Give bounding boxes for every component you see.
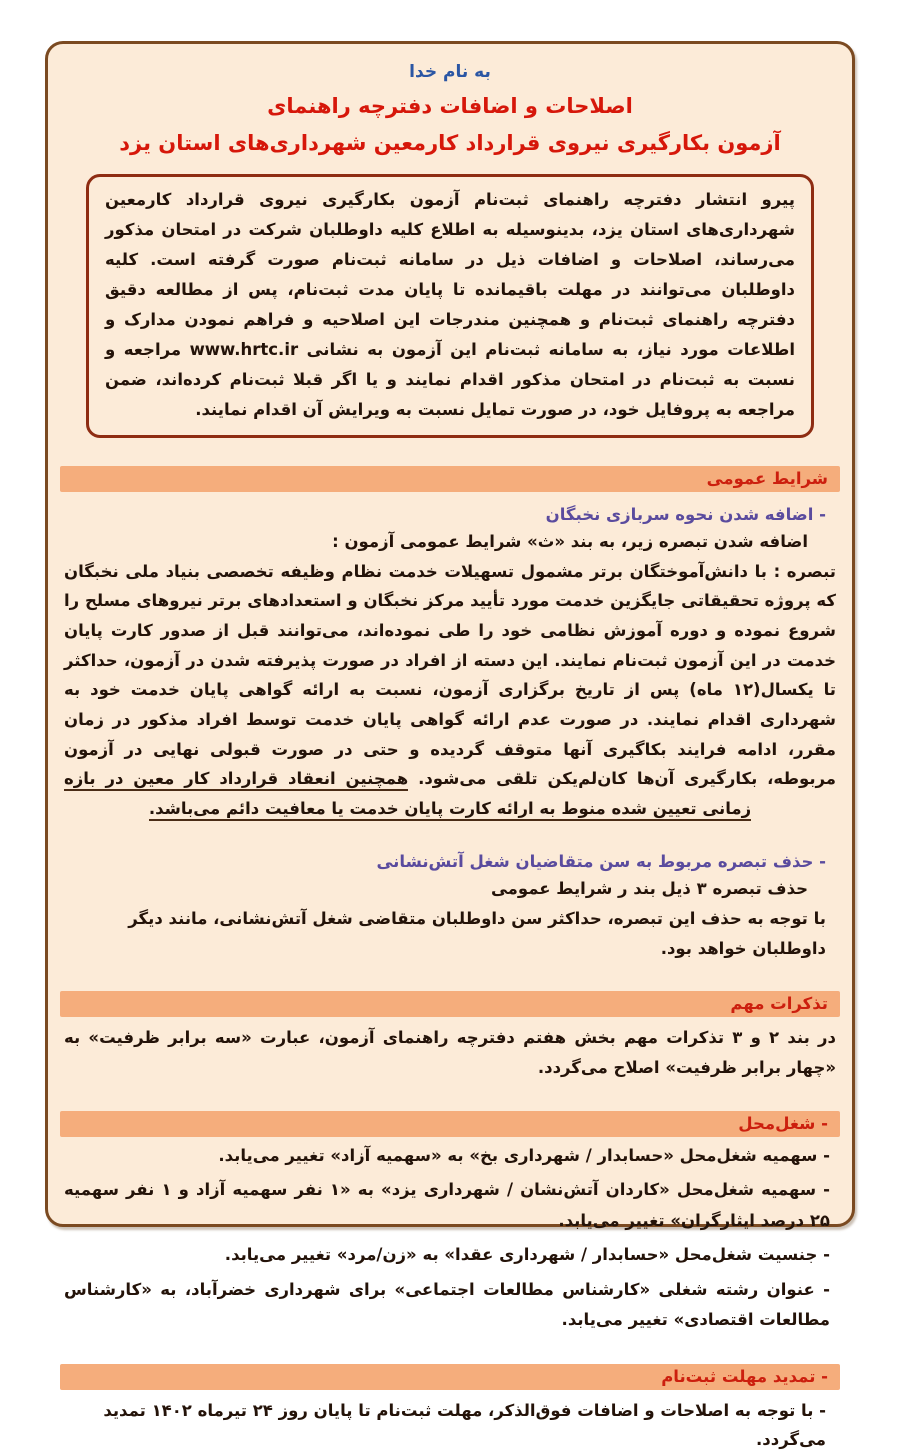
important-notes-body: در بند ۲ و ۳ تذکرات مهم بخش هفتم دفترچه راهنمای آزمون، عبارت «سه برابر ظرفیت» به «چهار برابر ظرفیت» اصلاح می‌گردد. — [64, 1028, 836, 1077]
job-item-accountant-aqda: - جنسیت شغل‌محل «حسابدار / شهرداری عقدا» به «زن/مرد» تغییر می‌یابد. — [224, 1245, 830, 1265]
intro-paragraph: پیرو انتشار دفترچه راهنمای ثبت‌نام آزمون بکارگیری نیروی قرارداد کارمعین شهرداری‌های استان یزد، بدینوسیله به اطلاع کلیه داوطلبان شرکت در امتحان مذکور می‌رساند، اصلاحات و اضافات ذیل در سامانه ثبت‌نام صورت گرفته است. کلیه داوطلبان می‌توانند در مهلت باقیمانده تا پایان مدت ثبت‌نام، پس از مطالعه دقیق دفترچه راهنمای ثبت‌نام و همچنین مندرجات این اصلاحیه و فراهم نمودن مدارک و اطلاعات مورد نیاز، به سامانه ثبت‌نام این آزمون به نشانی www.hrtc.ir مراجعه و نسبت به ثبت‌نام در امتحان مذکور اقدام نمایند و یا اگر قبلا ثبت‌نام کرده‌اند، ضمن مراجعه به پروفایل خود، در صورت تمایل نسبت به ویرایش آن اقدام نمایند. — [105, 189, 795, 419]
elite-note-underlined: همچنین انعقاد قرارداد کار معین در بازه زمانی تعیین شده منوط به ارائه کارت پایان خدمت یا معافیت دائم می‌باشد. — [64, 769, 751, 821]
bismillah-text: به نام خدا — [409, 62, 491, 82]
subheading-elite-military-service: - اضافه شدن نحوه سربازی نخبگان — [545, 504, 826, 524]
job-item-social-studies-khezrabad: - عنوان رشته شغلی «کارشناس مطالعات اجتماعی» برای شهرداری خضرآباد، به «کارشناس مطالعات اقتصادی» تغییر می‌یابد. — [64, 1279, 830, 1330]
document-title — [48, 88, 852, 162]
job-item-accountant-bakh: - سهمیه شغل‌محل «حسابدار / شهرداری بخ» به «سهمیه آزاد» تغییر می‌یابد. — [218, 1145, 830, 1165]
section-banner-general-conditions: شرایط عمومی — [60, 466, 840, 492]
section-banner-registration-extension: - تمدید مهلت ثبت‌نام — [60, 1364, 840, 1390]
registration-extension-body: - با توجه به اصلاحات و اضافات فوق‌الذکر، مهلت ثبت‌نام تا پایان روز ۲۴ تیرماه ۱۴۰۲ تمدید می‌گردد. — [103, 1400, 826, 1450]
title-line-1: اصلاحات و اضافات دفترچه راهنمای — [267, 94, 633, 118]
elite-note-body: تبصره : با دانش‌آموختگان برتر مشمول تسهیلات خدمت نظام وظیفه تخصصی بنیاد ملی نخبگان که پروژه تحقیقاتی جایگزین خدمت مورد تأیید مرکز نخبگان و استعدادهای برتر نیروهای مسلح را شروع نموده و دوره آموزش نظامی خود را طی نموده‌اند، می‌توانند قبل از صدور کارت پایان خدمت در این آزمون ثبت‌نام نمایند. این دسته از افراد در صورت پذیرفته شدن در آزمون، حداکثر تا یکسال(۱۲ ماه) پس از تاریخ برگزاری آزمون، نسبت به ارائه گواهی پایان خدمت خود به شهرداری اقدام نمایند. در صورت عدم ارائه گواهی پایان خدمت توسط افراد مذکور در زمان مقرر، ادامه فرایند بکاگیری آنها متوقف گردیده و حتی در صورت قبولی نهایی در آزمون مربوطه، بکارگیری آن‌ها کان‌لم‌یکن تلقی می‌شود. — [64, 561, 837, 789]
paragraph-elite-note — [64, 557, 836, 824]
job-item-firefighter-yazd: - سهمیه شغل‌محل «کاردان آتش‌نشان / شهرداری یزد» به «۱ نفر سهمیه آزاد و ۱ نفر سهمیه ۲۵ درصد ایثارگران» تغییر می‌یابد. — [64, 1180, 830, 1230]
section-banner-important-notes: تذکرات مهم — [60, 991, 840, 1017]
intro-notice-box — [86, 174, 814, 438]
lead-line-add-note: اضافه شدن تبصره زیر، به بند «ث» شرایط عمومی آزمون : — [332, 531, 808, 551]
title-line-2: آزمون بکارگیری نیروی قرارداد کارمعین شهرداری‌های استان یزد — [119, 130, 781, 155]
firefighter-age-body: با توجه به حذف این تبصره، حداکثر سن داوطلبان متقاضی شغل آتش‌نشانی، مانند دیگر داوطلبان خواهد بود. — [128, 908, 826, 958]
subheading-firefighter-age-note-removal: - حذف تبصره مربوط به سن متقاضیان شغل آتش‌نشانی — [376, 851, 826, 871]
section-banner-job-location: - شغل‌محل — [60, 1111, 840, 1137]
document-frame — [45, 41, 855, 1450]
lead-line-remove-note: حذف تبصره ۳ ذیل بند ر شرایط عمومی — [490, 878, 808, 898]
